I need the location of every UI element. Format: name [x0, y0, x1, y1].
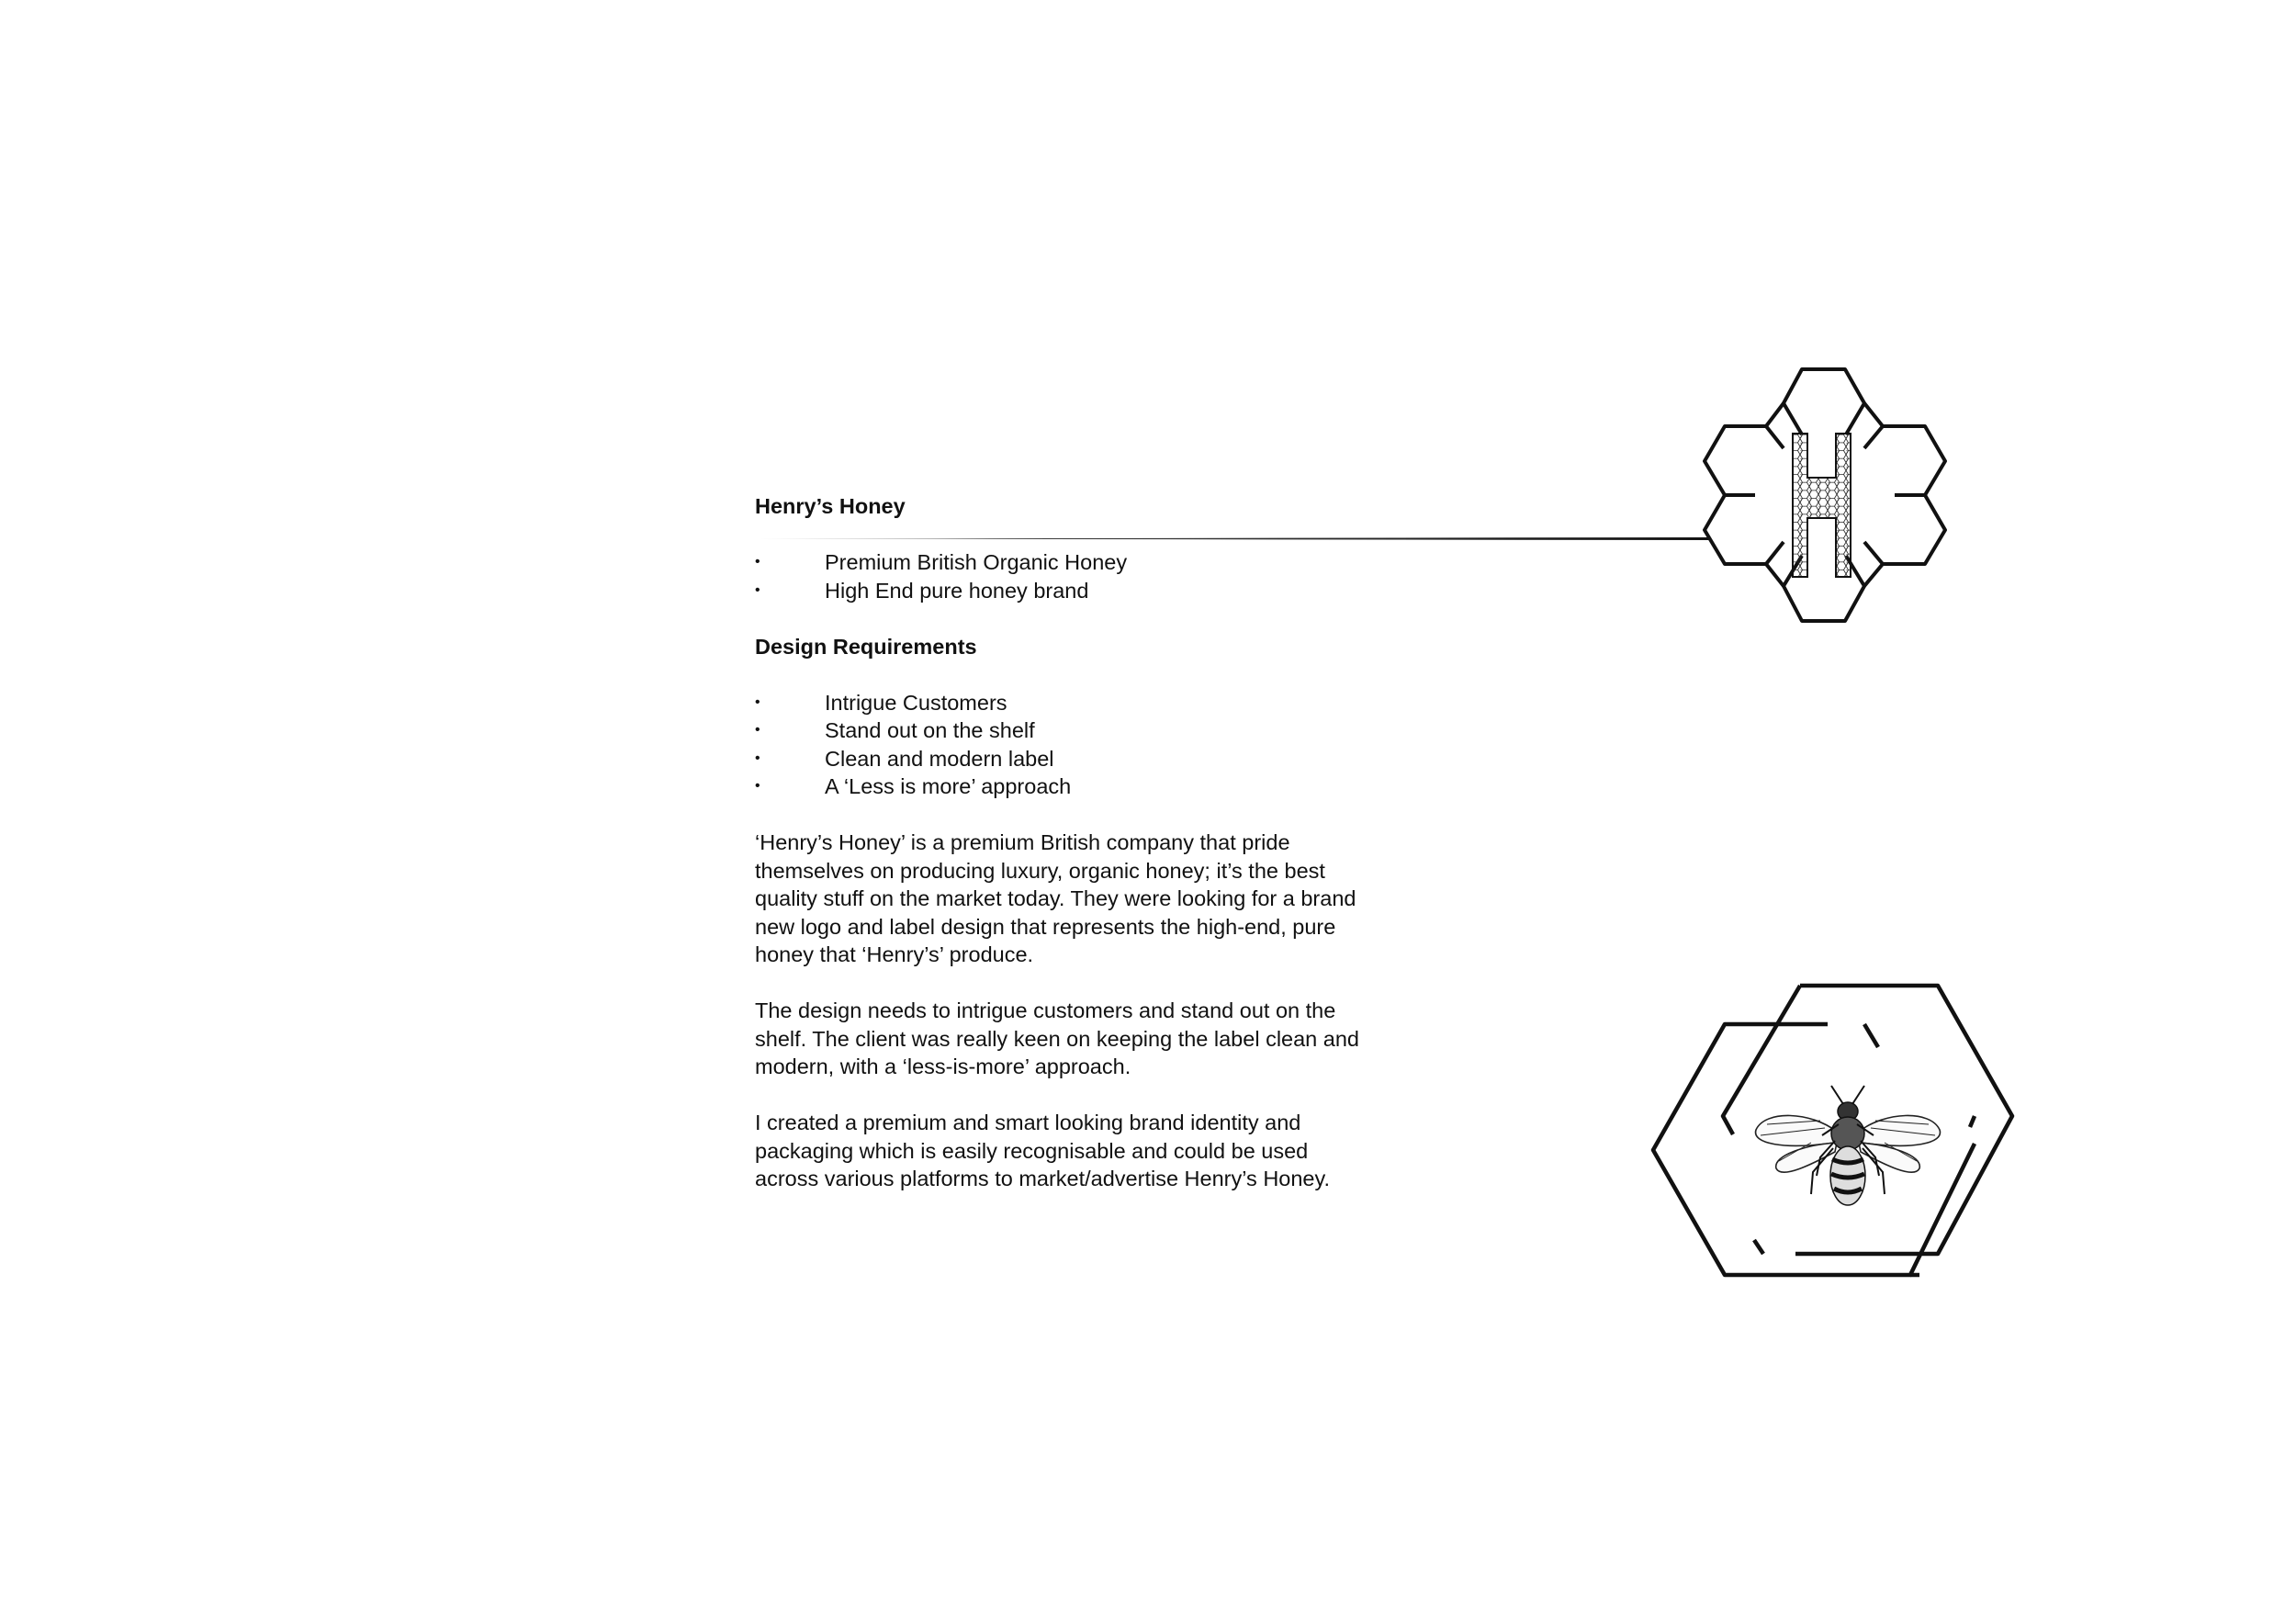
list-item: • High End pure honey brand	[755, 577, 1379, 605]
bullet-icon: •	[755, 778, 760, 794]
list-item: • A ‘Less is more’ approach	[755, 773, 1379, 801]
bullet-icon: •	[755, 694, 760, 710]
list-item: • Premium British Organic Honey	[755, 548, 1379, 577]
requirements-paragraph: The design needs to intrigue customers and stand out on the shelf. The client was really keen on keeping the label clean and modern, with a ‘less-is-more’ approach.	[755, 998, 1359, 1078]
requirements-heading: Design Requirements	[755, 634, 977, 659]
bullet-icon: •	[755, 581, 760, 598]
bullet-icon: •	[755, 554, 760, 570]
divider-line	[755, 537, 1710, 540]
outcome-paragraph: I created a premium and smart looking brand identity and packaging which is easily recognisable and could be used across various platforms to market/advertise Henry’s Honey.	[755, 1111, 1331, 1190]
brand-heading: Henry’s Honey	[755, 494, 906, 518]
list-item: • Intrigue Customers	[755, 689, 1379, 717]
bullet-icon: •	[755, 750, 760, 766]
bee-icon	[1756, 1086, 1941, 1205]
brand-bullet-list	[755, 548, 1379, 604]
bee-hexagon-logo-icon	[1644, 978, 2057, 1323]
brief-text-block	[755, 492, 1379, 1193]
requirements-bullet-list	[755, 689, 1379, 801]
intro-paragraph: ‘Henry’s Honey’ is a premium British company that pride themselves on producing luxury, organic honey; it’s the best quality stuff on the market today. They were looking for a brand new logo and label design that represents the high-end, pure honey that ‘Henry’s’ produce.	[755, 830, 1356, 966]
bullet-icon: •	[755, 722, 760, 738]
list-item: • Clean and modern label	[755, 745, 1379, 773]
honeycomb-h-logo-icon	[1662, 358, 2030, 726]
list-item: • Stand out on the shelf	[755, 716, 1379, 745]
